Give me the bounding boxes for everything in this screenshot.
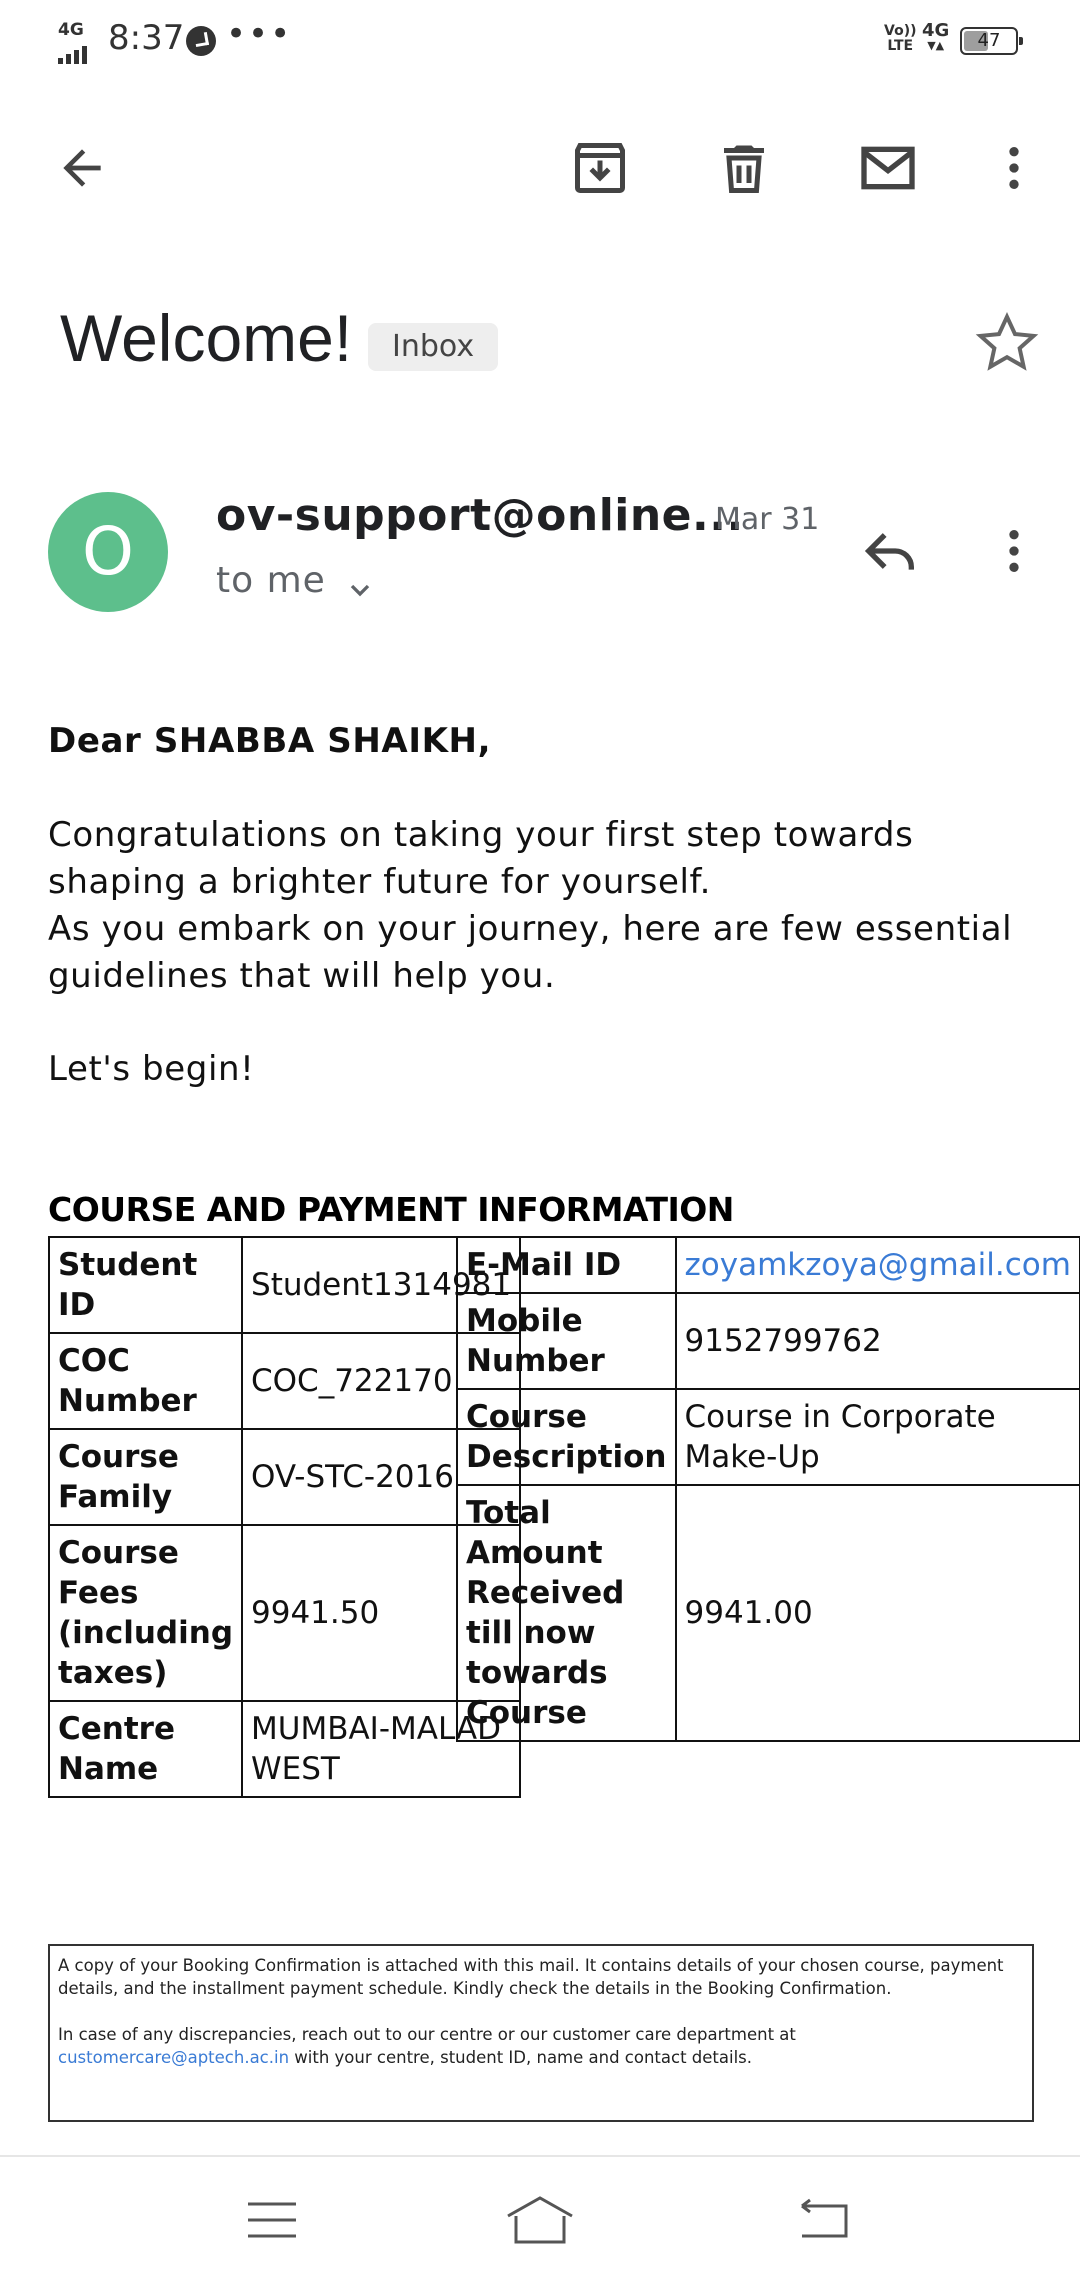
table-value: 9941.50 [242,1525,520,1701]
booking-note-text: A copy of your Booking Confirmation is attached with this mail. It contains details of your chosen course, payment details, and the installment payment schedule. Kindly check the details in the Booking Confirmation. [58,1956,1004,1998]
email-link[interactable]: zoyamkzoya@gmail.com [676,1237,1080,1293]
inbox-label-chip[interactable]: Inbox [368,323,498,371]
greeting: Dear SHABBA SHAIKH, [48,721,492,761]
table-value: OV-STC-2016 [242,1429,520,1525]
reply-button[interactable] [850,511,930,591]
booking-note [48,1944,1034,2122]
discrepancy-note: In case of any discrepancies, reach out to our centre or our customer care department at customercare@aptech.ac.in with your centre, student ID, name and contact details. [58,2025,796,2067]
email-subject: Welcome! [60,301,353,375]
nav-back-button[interactable] [774,2180,874,2260]
table-row [457,1237,1080,1293]
mail-icon [856,136,920,200]
table-row [49,1429,520,1525]
mark-unread-button[interactable] [848,128,928,208]
left-info-table [48,1236,521,1798]
sender-name[interactable]: ov-support@online... [216,490,744,541]
table-key: Student ID [49,1237,242,1333]
table-key: Course Family [49,1429,242,1525]
table-value: 9152799762 [676,1293,1080,1389]
network-type: 4G [58,20,84,40]
table-row [457,1293,1080,1389]
table-value: MUMBAI-MALAD WEST [242,1701,520,1797]
table-key: E-Mail ID [457,1237,676,1293]
table-key: Centre Name [49,1701,242,1797]
table-row [49,1701,520,1797]
star-icon [970,306,1044,380]
table-value: COC_722170 [242,1333,520,1429]
more-notifications-icon: ••• [226,14,293,54]
notification-icon [186,26,216,56]
table-key: Course Fees (including taxes) [49,1525,242,1701]
star-button[interactable] [970,306,1044,380]
reply-icon [858,519,922,583]
lets-begin-text: Let's begin! [48,1049,255,1089]
chevron-down-icon [344,574,376,606]
menu-icon [244,2198,300,2242]
message-more-button[interactable] [974,511,1054,591]
table-key: Total Amount Received till now towards Course [457,1485,676,1741]
table-row [457,1389,1080,1485]
table-key: Mobile Number [457,1293,676,1389]
volte-icon: Vo)) LTE [884,23,917,54]
recipient-details-toggle[interactable] [344,574,376,610]
table-row [49,1237,520,1333]
table-value: Course in Corporate Make-Up [676,1389,1080,1485]
back-button[interactable] [42,128,122,208]
table-row [457,1485,1080,1741]
delete-button[interactable] [704,128,784,208]
nav-home-button[interactable] [490,2180,590,2260]
table-value: Student1314981 [242,1237,520,1333]
email-date: Mar 31 [715,502,820,537]
network-4g-icon: 4G ▼▲ [922,20,950,52]
back-icon [794,2196,854,2244]
table-row [49,1333,520,1429]
more-vert-icon [986,523,1042,579]
arrow-left-icon [54,140,110,196]
nav-divider [0,2155,1080,2157]
customer-care-link[interactable]: customercare@aptech.ac.in [58,2048,290,2067]
intro-paragraph: Congratulations on taking your first step towards shaping a brighter future for yourself. As you embark on your journey, here are few essential guidelines that will help you. [48,815,1013,996]
archive-icon [570,138,630,198]
nav-menu-button[interactable] [222,2180,322,2260]
home-icon [504,2194,576,2246]
battery-icon [960,27,1018,55]
status-time: 8:37 [108,18,185,58]
more-vert-icon [986,140,1042,196]
battery-level: 47 [977,30,1001,51]
sender-avatar[interactable]: O [48,492,168,612]
section-title: COURSE AND PAYMENT INFORMATION [48,1190,734,1229]
table-key: Course Description [457,1389,676,1485]
status-bar [0,0,1080,80]
recipient-label[interactable]: to me [216,560,326,601]
signal-icon [58,22,98,58]
archive-button[interactable] [560,128,640,208]
table-key: COC Number [49,1333,242,1429]
table-value: 9941.00 [676,1485,1080,1741]
table-row [49,1525,520,1701]
right-info-table [456,1236,1080,1742]
more-options-button[interactable] [974,128,1054,208]
trash-icon [714,138,774,198]
